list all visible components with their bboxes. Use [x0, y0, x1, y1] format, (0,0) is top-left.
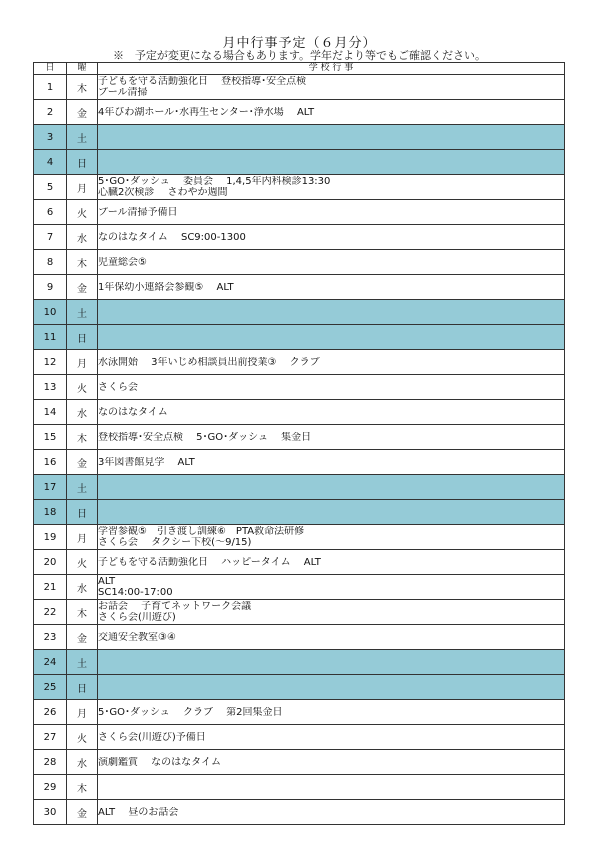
day-cell: 15	[34, 425, 67, 450]
notice-text	[0, 47, 599, 63]
day-cell: 30	[34, 800, 67, 825]
table-row	[34, 500, 565, 525]
header-day: 日	[34, 63, 67, 75]
events-cell	[98, 650, 565, 675]
header-events: 学 校 行 事	[98, 63, 565, 75]
event-line: なのはなタイム SC9:00-1300	[98, 231, 246, 243]
day-cell: 7	[34, 225, 67, 250]
table-row	[34, 775, 565, 800]
day-cell: 1	[34, 75, 67, 100]
schedule-body	[34, 75, 565, 825]
events-cell	[98, 475, 565, 500]
table-row	[34, 525, 565, 550]
events-cell	[98, 775, 565, 800]
weekday-cell: 土	[67, 125, 98, 150]
day-cell: 18	[34, 500, 67, 525]
event-line: さくら会(川遊び)予備日	[98, 731, 206, 743]
event-line: ALT 昼のお話会	[98, 806, 179, 818]
table-row	[34, 200, 565, 225]
day-cell: 10	[34, 300, 67, 325]
event-line: SC14:00-17:00	[98, 587, 173, 598]
weekday-cell: 月	[67, 700, 98, 725]
day-cell: 11	[34, 325, 67, 350]
events-cell	[98, 200, 565, 225]
table-row	[34, 125, 565, 150]
day-cell: 25	[34, 675, 67, 700]
day-cell: 2	[34, 100, 67, 125]
event-line: 1年保幼小連絡会参観⑤ ALT	[98, 281, 234, 293]
events-cell	[98, 725, 565, 750]
day-cell: 27	[34, 725, 67, 750]
day-cell: 14	[34, 400, 67, 425]
event-line: 水泳開始 3年いじめ相談員出前授業③ クラブ	[98, 356, 320, 368]
events-cell	[98, 425, 565, 450]
weekday-cell: 月	[67, 350, 98, 375]
events-cell	[98, 500, 565, 525]
table-row	[34, 100, 565, 125]
event-line: お話会 子育てネットワーク会議	[98, 601, 252, 612]
weekday-cell: 火	[67, 375, 98, 400]
day-cell: 26	[34, 700, 67, 725]
event-line: 登校指導･安全点検 5･GO･ダッシュ 集金日	[98, 431, 312, 443]
weekday-cell: 火	[67, 725, 98, 750]
header-weekday: 曜	[67, 63, 98, 75]
events-cell	[98, 300, 565, 325]
events-cell	[98, 325, 565, 350]
schedule-table	[33, 62, 565, 825]
table-row	[34, 700, 565, 725]
day-cell: 13	[34, 375, 67, 400]
weekday-cell: 木	[67, 75, 98, 100]
weekday-cell: 日	[67, 150, 98, 175]
day-cell: 8	[34, 250, 67, 275]
table-row	[34, 725, 565, 750]
day-cell: 20	[34, 550, 67, 575]
weekday-cell: 木	[67, 250, 98, 275]
day-cell: 6	[34, 200, 67, 225]
events-cell	[98, 400, 565, 425]
events-cell	[98, 625, 565, 650]
weekday-cell: 日	[67, 675, 98, 700]
event-line: さくら会	[98, 381, 138, 393]
day-cell: 5	[34, 175, 67, 200]
day-cell: 19	[34, 525, 67, 550]
day-cell: 29	[34, 775, 67, 800]
table-row	[34, 625, 565, 650]
weekday-cell: 木	[67, 600, 98, 625]
day-cell: 12	[34, 350, 67, 375]
events-cell	[98, 175, 565, 200]
weekday-cell: 木	[67, 425, 98, 450]
event-line: さくら会(川遊び)	[98, 612, 176, 623]
events-cell	[98, 375, 565, 400]
table-row	[34, 425, 565, 450]
weekday-cell: 水	[67, 750, 98, 775]
weekday-cell: 金	[67, 800, 98, 825]
event-line: プール清掃予備日	[98, 206, 178, 218]
event-line: 交通安全教室③④	[98, 631, 176, 643]
event-line: ALT	[98, 576, 116, 587]
table-row	[34, 550, 565, 575]
weekday-cell: 金	[67, 625, 98, 650]
table-row	[34, 150, 565, 175]
table-row	[34, 675, 565, 700]
events-cell	[98, 125, 565, 150]
weekday-cell: 火	[67, 200, 98, 225]
day-cell: 17	[34, 475, 67, 500]
day-cell: 16	[34, 450, 67, 475]
weekday-cell: 日	[67, 500, 98, 525]
table-row	[34, 375, 565, 400]
event-line: なのはなタイム	[98, 406, 168, 418]
events-cell	[98, 75, 565, 100]
weekday-cell: 火	[67, 550, 98, 575]
table-row	[34, 400, 565, 425]
events-cell	[98, 550, 565, 575]
day-cell: 28	[34, 750, 67, 775]
events-cell	[98, 525, 565, 550]
day-cell: 3	[34, 125, 67, 150]
day-cell: 21	[34, 575, 67, 600]
events-cell	[98, 575, 565, 600]
table-row	[34, 350, 565, 375]
event-line: 子どもを守る活動強化日 ハッピータイム ALT	[98, 556, 321, 568]
table-row	[34, 225, 565, 250]
table-row	[34, 450, 565, 475]
weekday-cell: 日	[67, 325, 98, 350]
event-line: 心臓2次検診 さわやか週間	[98, 187, 228, 198]
day-cell: 22	[34, 600, 67, 625]
event-line: 3年図書館見学 ALT	[98, 456, 195, 468]
weekday-cell: 月	[67, 175, 98, 200]
events-cell	[98, 150, 565, 175]
table-row	[34, 250, 565, 275]
table-row	[34, 600, 565, 625]
event-line: プール清掃	[98, 87, 148, 98]
table-row	[34, 475, 565, 500]
event-line: 4年びわ湖ホール･水再生センター･浄水場 ALT	[98, 106, 315, 118]
day-cell: 23	[34, 625, 67, 650]
event-line: 子どもを守る活動強化日 登校指導･安全点検	[98, 76, 307, 87]
table-row	[34, 275, 565, 300]
page-title: 月中行事予定（６月分）	[222, 36, 377, 51]
table-row	[34, 300, 565, 325]
events-cell	[98, 350, 565, 375]
weekday-cell: 土	[67, 475, 98, 500]
events-cell	[98, 800, 565, 825]
day-cell: 24	[34, 650, 67, 675]
events-cell	[98, 225, 565, 250]
event-line: 児童総会⑤	[98, 256, 147, 268]
weekday-cell: 金	[67, 100, 98, 125]
events-cell	[98, 675, 565, 700]
weekday-cell: 土	[67, 650, 98, 675]
weekday-cell: 金	[67, 275, 98, 300]
weekday-cell: 木	[67, 775, 98, 800]
table-row	[34, 175, 565, 200]
event-line: 5･GO･ダッシュ クラブ 第2回集金日	[98, 706, 283, 718]
table-row	[34, 650, 565, 675]
event-line: 演劇鑑賞 なのはなタイム	[98, 756, 221, 768]
day-cell: 9	[34, 275, 67, 300]
events-cell	[98, 750, 565, 775]
weekday-cell: 水	[67, 575, 98, 600]
day-cell: 4	[34, 150, 67, 175]
table-row	[34, 800, 565, 825]
event-line: さくら会 タクシー下校(～9/15)	[98, 537, 252, 548]
table-row	[34, 325, 565, 350]
events-cell	[98, 100, 565, 125]
events-cell	[98, 250, 565, 275]
events-cell	[98, 600, 565, 625]
events-cell	[98, 700, 565, 725]
table-row	[34, 75, 565, 100]
weekday-cell: 水	[67, 225, 98, 250]
weekday-cell: 水	[67, 400, 98, 425]
notice-text-label: ※ 予定が変更になる場合もあります。学年だより等でもご確認ください。	[112, 49, 487, 62]
event-line: 5･GO･ダッシュ 委員会 1,4,5年内科検診13:30	[98, 176, 331, 187]
events-cell	[98, 275, 565, 300]
weekday-cell: 月	[67, 525, 98, 550]
event-line: 学習参観⑤ 引き渡し訓練⑥ PTA救命法研修	[98, 526, 305, 537]
table-row	[34, 575, 565, 600]
weekday-cell: 土	[67, 300, 98, 325]
header-row	[34, 63, 565, 75]
weekday-cell: 金	[67, 450, 98, 475]
events-cell	[98, 450, 565, 475]
table-row	[34, 750, 565, 775]
